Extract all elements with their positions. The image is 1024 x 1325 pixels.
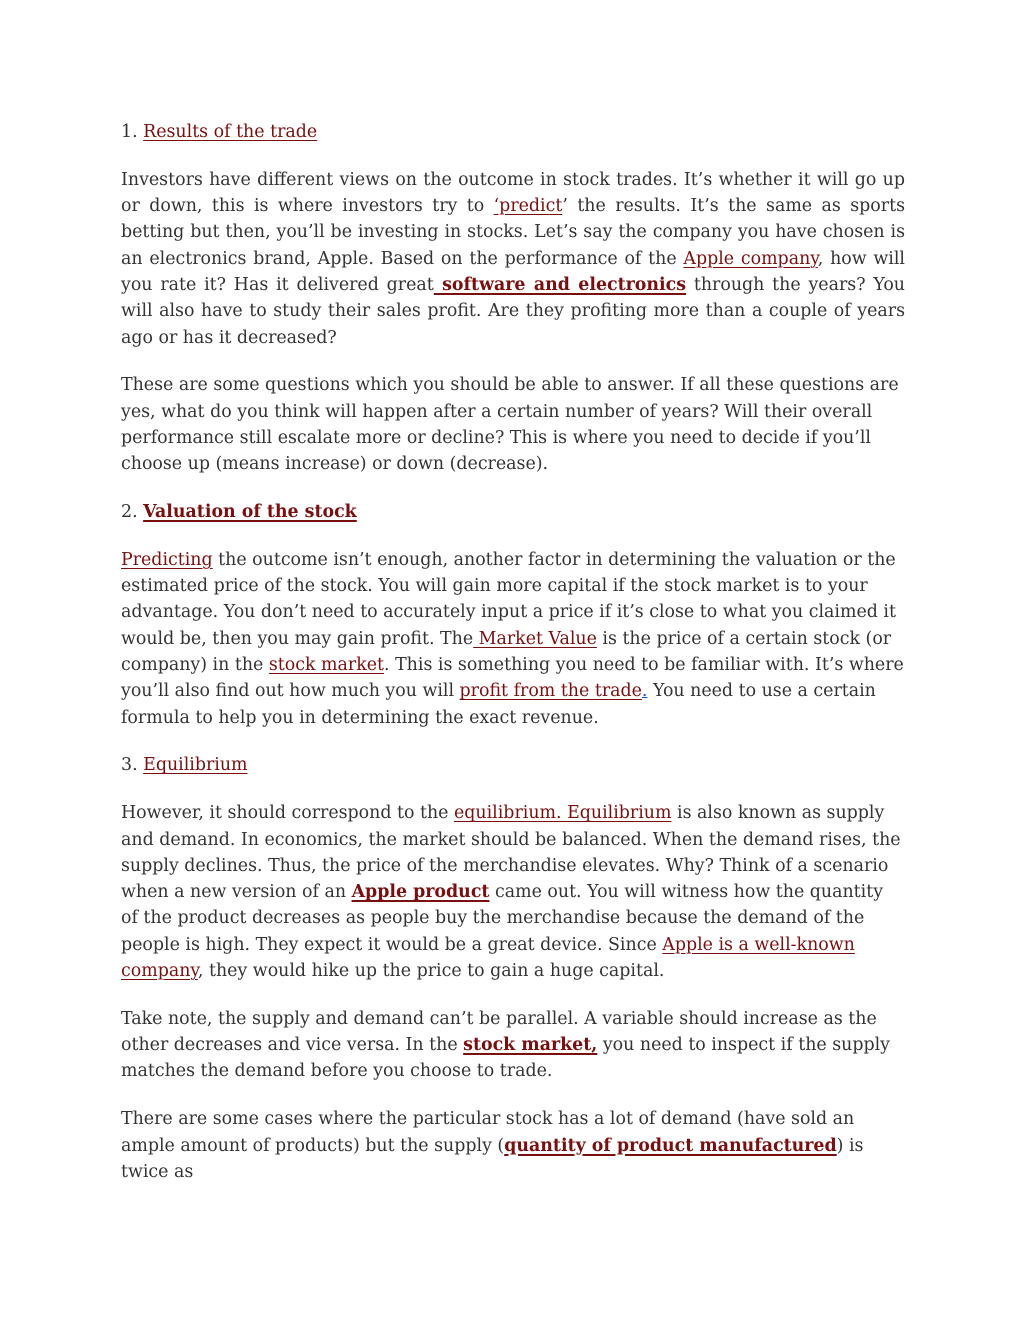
paragraph <box>121 1006 905 1085</box>
text-run: . This is something you need to be familiar with. It’s where you’ll also find out how much you will <box>121 655 904 702</box>
equilibrium-heading-link[interactable]: Equilibrium <box>143 755 248 776</box>
text-run: , they would hike up the price to gain a huge capital. <box>197 961 665 982</box>
apple-company-link[interactable]: Apple company <box>683 248 818 269</box>
text-run: is the price of a certain stock (or company) in the <box>121 628 892 676</box>
stock-market-link[interactable]: stock market <box>268 655 385 676</box>
paragraph <box>121 167 905 351</box>
market-value-link[interactable]: Market Value <box>473 628 597 649</box>
section-number: 2. <box>121 502 144 523</box>
link-period: . <box>641 681 648 702</box>
section-3-heading <box>121 752 905 778</box>
text-run: Take note, the supply and demand can’t be parallel. A variable should increase as the other decreases and vice versa. In the <box>121 1008 877 1056</box>
paragraph: These are some questions which you should be able to answer. If all these questions are yes, what do you think will happen after a certain number of years? Will their overall performance still escalate more or decline? This is where you need to decide if you’ll choose up (means increase) or down (decrease). <box>121 375 899 475</box>
text-run: ’ the results. It’s the same as sports betting but then, you’ll be investing in stocks. Let’s say the company you have chosen is an electronics brand, Apple. Based on the performance of the <box>121 196 906 269</box>
text-run: the outcome isn’t enough, another factor in determining the valuation or the estimated price of the stock. You will gain more capital if the stock market is to your advantage. You don’t need to accurately input a price if it’s close to what you claimed it would be, then you may gain profit. The <box>121 549 896 649</box>
stock-market-bold-link[interactable]: stock market, <box>463 1035 598 1056</box>
document-page <box>121 119 905 1207</box>
text-run: through the years? You will also have to study their sales profit. Are they profiting more than a couple of years ago or has it decreased? <box>121 274 905 348</box>
predict-link[interactable]: ‘predict <box>493 196 563 217</box>
text-run: , how will you rate it? Has it delivered great <box>121 248 905 295</box>
section-number: 3. <box>121 755 144 776</box>
predicting-link[interactable]: Predicting <box>121 549 213 570</box>
apple-well-known-company-link[interactable]: Apple is a well-known company <box>121 934 855 982</box>
valuation-of-the-stock-link[interactable]: Valuation of the stock <box>143 502 357 523</box>
text-run: ) is twice as <box>121 1135 864 1182</box>
apple-product-link[interactable]: Apple product <box>351 882 490 903</box>
profit-from-the-trade-link[interactable]: profit from the trade <box>459 681 642 702</box>
section-number: 1. <box>121 122 144 142</box>
text-run: There are some cases where the particular stock has a lot of demand (have sold an ample amount of products) but the supply ( <box>121 1109 855 1156</box>
text-run: is also known as supply and demand. In economics, the market should be balanced. When the demand rises, the supply declines. Thus, the price of the merchandise elevates. Why? Think of a scenario when a new version of an <box>121 803 901 903</box>
quantity-of-product-manufactured-link[interactable]: quantity of product manufactured <box>504 1135 837 1156</box>
paragraph <box>121 1106 905 1185</box>
text-run: came out. You will witness how the quantity of the product decreases as people buy the merchandise because the demand of the people is high. They expect it would be a great device. Since <box>121 882 884 955</box>
software-and-electronics-link[interactable]: software and electronics <box>433 274 687 295</box>
equilibrium-link[interactable]: equilibrium. Equilibrium <box>454 803 672 824</box>
paragraph <box>121 547 905 731</box>
text-run: Investors have different views on the outcome in stock trades. It’s whether it will go up or down, this is where investors try to <box>121 169 905 217</box>
section-1-heading <box>121 119 905 145</box>
section-2-heading <box>121 499 905 525</box>
text-run: However, it should correspond to the <box>121 803 454 824</box>
results-of-the-trade-link[interactable]: Results of the trade <box>143 122 318 142</box>
text-run: You need to use a certain formula to help you in determining the exact revenue. <box>121 681 876 728</box>
text-run: you need to inspect if the supply matches the demand before you choose to trade. <box>121 1035 890 1082</box>
paragraph <box>121 800 905 984</box>
